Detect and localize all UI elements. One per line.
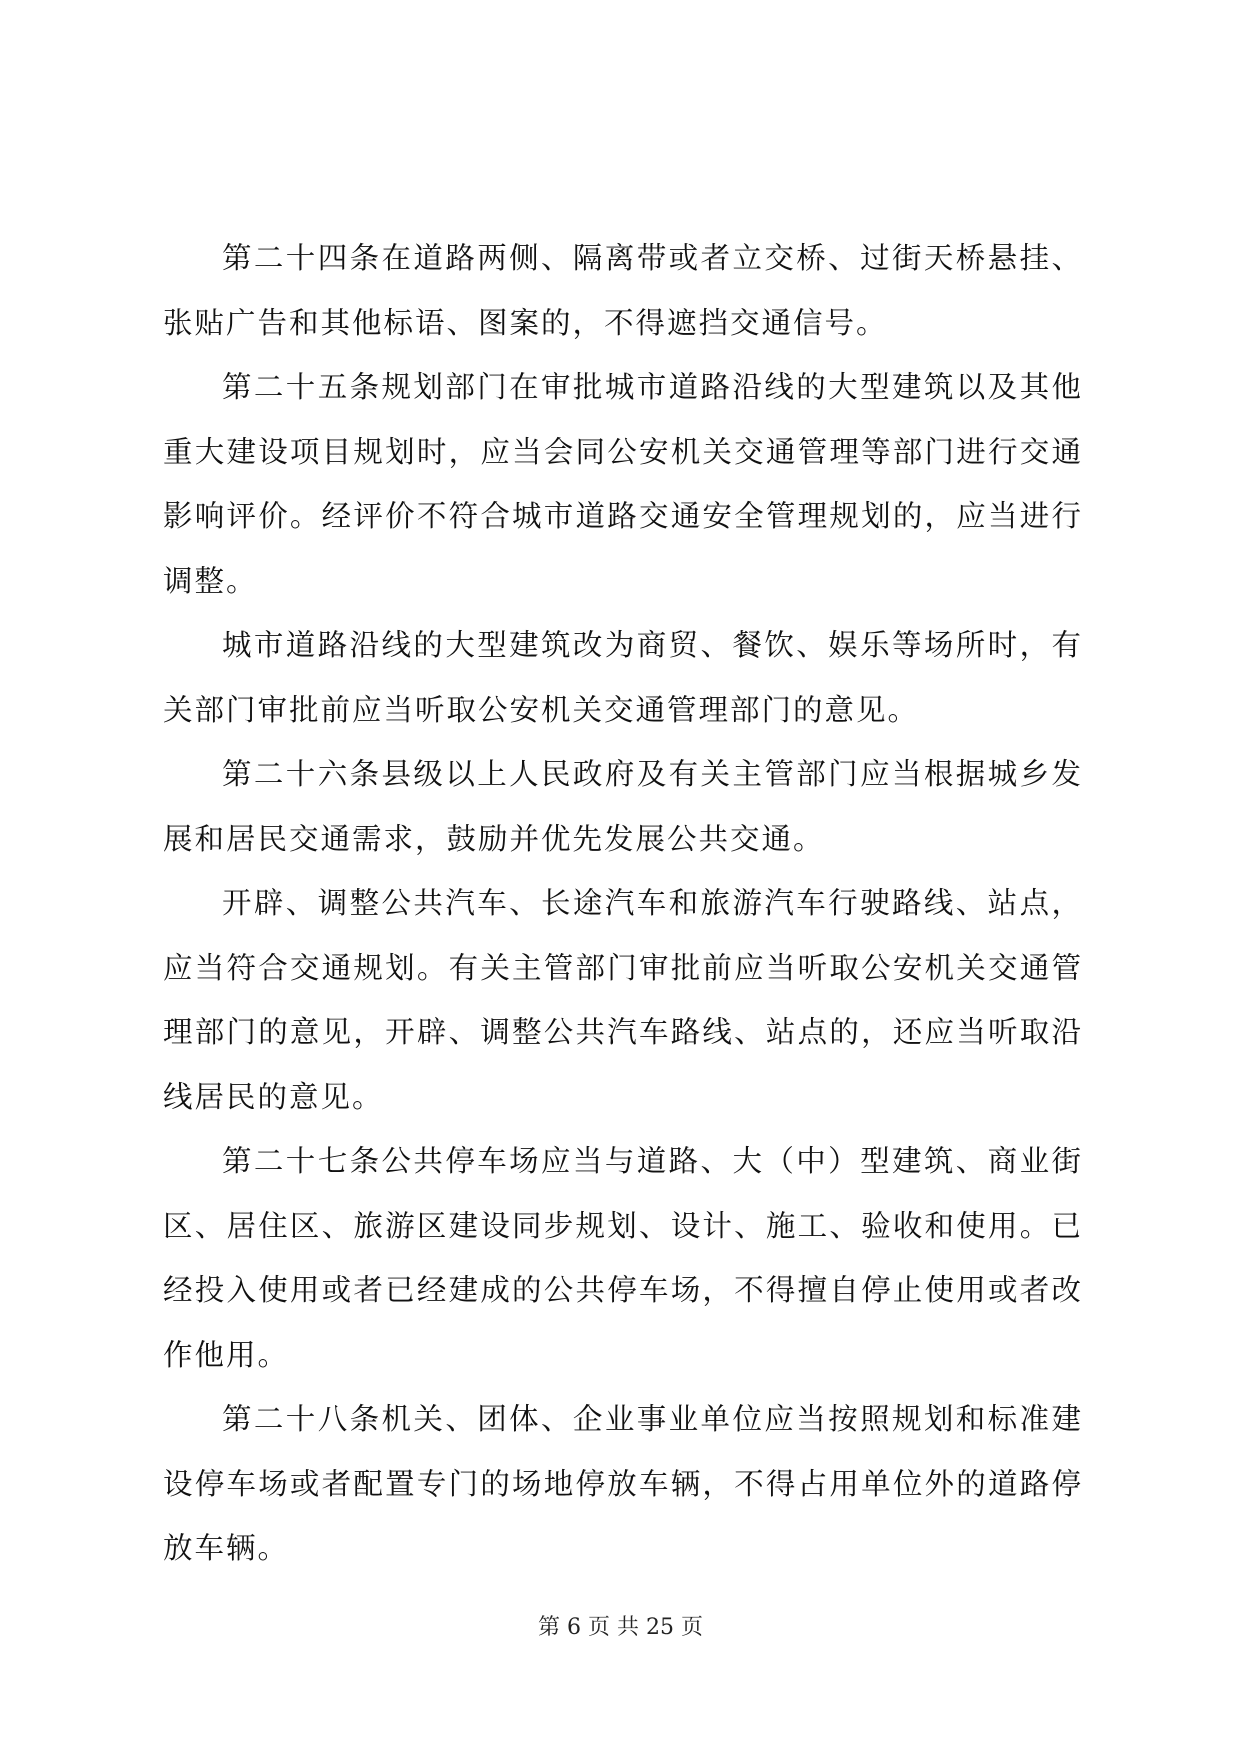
paragraph-article-24: 第二十四条在道路两侧、隔离带或者立交桥、过街天桥悬挂、张贴广告和其他标语、图案的，不得遮挡交通信号。	[163, 241, 1083, 340]
paragraph-article-25-supplement: 城市道路沿线的大型建筑改为商贸、餐饮、娱乐等场所时，有关部门审批前应当听取公安机关交通管理部门的意见。	[163, 628, 1083, 727]
paragraph-article-26-supplement: 开辟、调整公共汽车、长途汽车和旅游汽车行驶路线、站点，应当符合交通规划。有关主管部门审批前应当听取公安机关交通管理部门的意见，开辟、调整公共汽车路线、站点的，还应当听取沿线居民的意见。	[163, 886, 1083, 1114]
paragraph-article-26: 第二十六条县级以上人民政府及有关主管部门应当根据城乡发展和居民交通需求，鼓励并优先发展公共交通。	[163, 757, 1083, 856]
page-number-footer: 第 6 页 共 25 页	[538, 1615, 703, 1640]
paragraph-article-25: 第二十五条规划部门在审批城市道路沿线的大型建筑以及其他重大建设项目规划时，应当会同公安机关交通管理等部门进行交通影响评价。经评价不符合城市道路交通安全管理规划的，应当进行调整。	[163, 370, 1083, 598]
paragraph-article-27: 第二十七条公共停车场应当与道路、大（中）型建筑、商业街区、居住区、旅游区建设同步规划、设计、施工、验收和使用。已经投入使用或者已经建成的公共停车场，不得擅自停止使用或者改作他用。	[163, 1144, 1083, 1372]
document-body	[163, 226, 1083, 1581]
paragraph-article-28: 第二十八条机关、团体、企业事业单位应当按照规划和标准建设停车场或者配置专门的场地停放车辆，不得占用单位外的道路停放车辆。	[163, 1402, 1083, 1565]
